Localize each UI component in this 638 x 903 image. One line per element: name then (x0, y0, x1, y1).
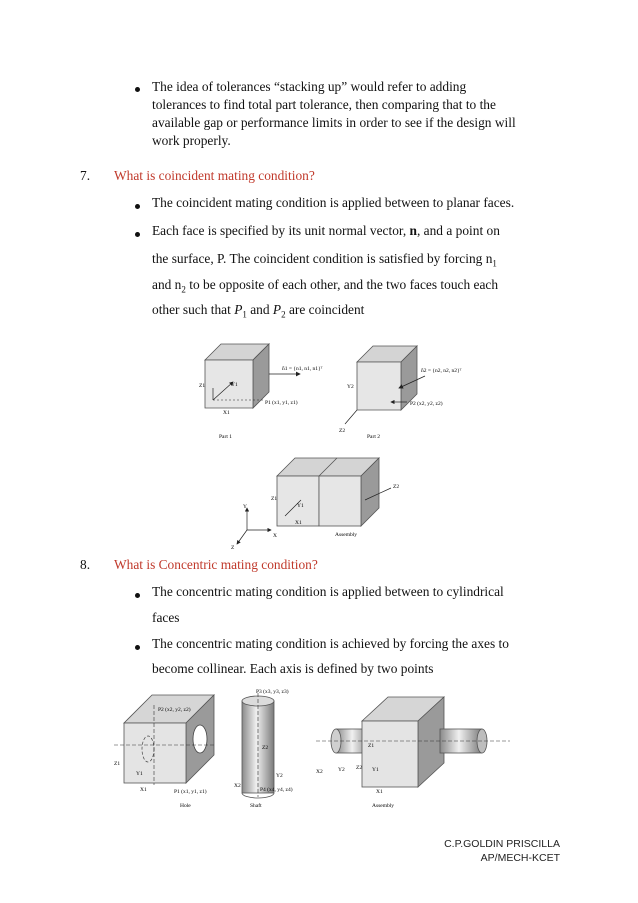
q7-bullet-1: The coincident mating condition is applied between to planar faces. (152, 195, 515, 210)
q8-bullet-1-line-1: The concentric mating condition is applied between to cylindrical (152, 584, 504, 599)
text: are coincident (285, 302, 365, 317)
bullet-dot (135, 645, 140, 650)
shaft-y2-label: Y2 (276, 773, 283, 779)
bullet-dot (135, 593, 140, 598)
q8-bullet-2-line-2: become collinear. Each axis is defined by two points (152, 661, 434, 676)
shaft-cylinder (242, 693, 274, 798)
concentric-assembly (316, 697, 510, 787)
assembly-z2-label: Z2 (356, 765, 363, 771)
hole-label: Hole (180, 803, 191, 809)
p2-hole-label: P2 (x2, y2, z2) (158, 707, 191, 713)
bullet-dot (135, 204, 140, 209)
concentric-mating-figure (110, 685, 522, 815)
assembly-z1-label: Z1 (368, 743, 375, 749)
hole-z1-label: Z1 (114, 761, 121, 767)
question-heading: What is coincident mating condition? (114, 168, 315, 183)
part-2-cube (345, 346, 425, 424)
assembly-z1-label: Z1 (271, 496, 278, 502)
question-number: 8. (80, 557, 91, 572)
assembly-y1-label: Y1 (372, 767, 379, 773)
question-heading: What is Concentric mating condition? (114, 557, 318, 572)
text: and (246, 302, 273, 317)
text: Each face is specified by its unit normal vector, (152, 223, 410, 238)
intro-line-4: work properly. (152, 133, 231, 148)
p1-label: P1 (x1, y1, z1) (265, 400, 298, 406)
hole-y1-label: Y1 (136, 771, 143, 777)
q7-bullet-2-line-3 (152, 277, 498, 295)
bullet-dot (135, 87, 140, 92)
axis-x-label: X (273, 533, 277, 539)
n2-label: n̂2 = {n2, n2, n2}ᵀ (421, 368, 462, 374)
q8-bullet-2-line-1: The concentric mating condition is achieved by forcing the axes to (152, 636, 509, 651)
subscript: 2 (281, 309, 286, 320)
shaft-z2-label: Z2 (262, 745, 269, 751)
assembly-label: Assembly (335, 532, 357, 538)
y1-label: Y1 (231, 382, 238, 388)
text: and n (152, 277, 182, 292)
intro-line-3: available gap or performance limits in order to see if the design will (152, 115, 516, 130)
p3-label: P3 (x3, y3, z3) (256, 689, 289, 695)
author-affiliation: AP/MECH-KCET (480, 852, 560, 864)
question-number: 7. (80, 168, 91, 183)
part-1-label: Part 1 (219, 434, 232, 440)
y2-label: Y2 (347, 384, 354, 390)
subscript: 1 (242, 309, 247, 320)
subscript: 2 (181, 284, 186, 295)
hole-x1-label: X1 (140, 787, 147, 793)
point-symbol: P (272, 302, 282, 317)
p4-label: P4 (x4, y4, z4) (260, 787, 293, 793)
coincident-mating-figure (185, 340, 505, 550)
assembly-y1-label: Y1 (297, 503, 304, 509)
assembly-y2-label: Y2 (338, 767, 345, 773)
author-footer (444, 837, 560, 865)
global-axes (237, 508, 271, 544)
part-1-cube (205, 344, 300, 408)
z2-label: Z2 (339, 428, 346, 434)
q7-bullet-2-line-2 (152, 251, 497, 269)
assembly-x2-label: X2 (316, 769, 323, 775)
bullet-dot (135, 232, 140, 237)
author-name: C.P.GOLDIN PRISCILLA (444, 838, 560, 850)
z1-label: Z1 (199, 383, 206, 389)
shaft-label: Shaft (250, 803, 262, 809)
shaft-x2-label: X2 (234, 783, 241, 789)
p2-label: P2 (x2, y2, z2) (410, 401, 443, 407)
axis-z-label: Z (231, 545, 235, 550)
axis-y-label: Y (243, 504, 247, 510)
normal-vector-symbol: n (409, 223, 417, 238)
assembly-label: Assembly (372, 803, 394, 809)
intro-line-2: tolerances to find total part tolerance, then comparing that to the (152, 97, 496, 112)
part-2-label: Part 2 (367, 434, 380, 440)
x1-label: X1 (223, 410, 230, 416)
assembly-x1-label: X1 (376, 789, 383, 795)
q7-bullet-2-line-1 (152, 223, 500, 239)
text: the surface, P. The coincident condition is satisfied by forcing n (152, 251, 493, 266)
text: to be opposite of each other, and the two faces touch each (185, 277, 499, 292)
point-symbol: P (234, 302, 243, 317)
p1-hole-label: P1 (x1, y1, z1) (174, 789, 207, 795)
assembly-x1-label: X1 (295, 520, 302, 526)
q7-bullet-2-line-4 (152, 302, 364, 320)
assembly-z2-label: Z2 (393, 484, 400, 490)
q8-bullet-1-line-2: faces (152, 610, 180, 625)
n1-label: n̂1 = {n1, n1, n1}ᵀ (282, 366, 323, 372)
text: other such that (152, 302, 235, 317)
assembly-blocks (277, 458, 391, 526)
subscript: 1 (492, 258, 497, 269)
intro-line-1: The idea of tolerances “stacking up” would refer to adding (152, 79, 467, 94)
text: , and a point on (416, 223, 500, 238)
